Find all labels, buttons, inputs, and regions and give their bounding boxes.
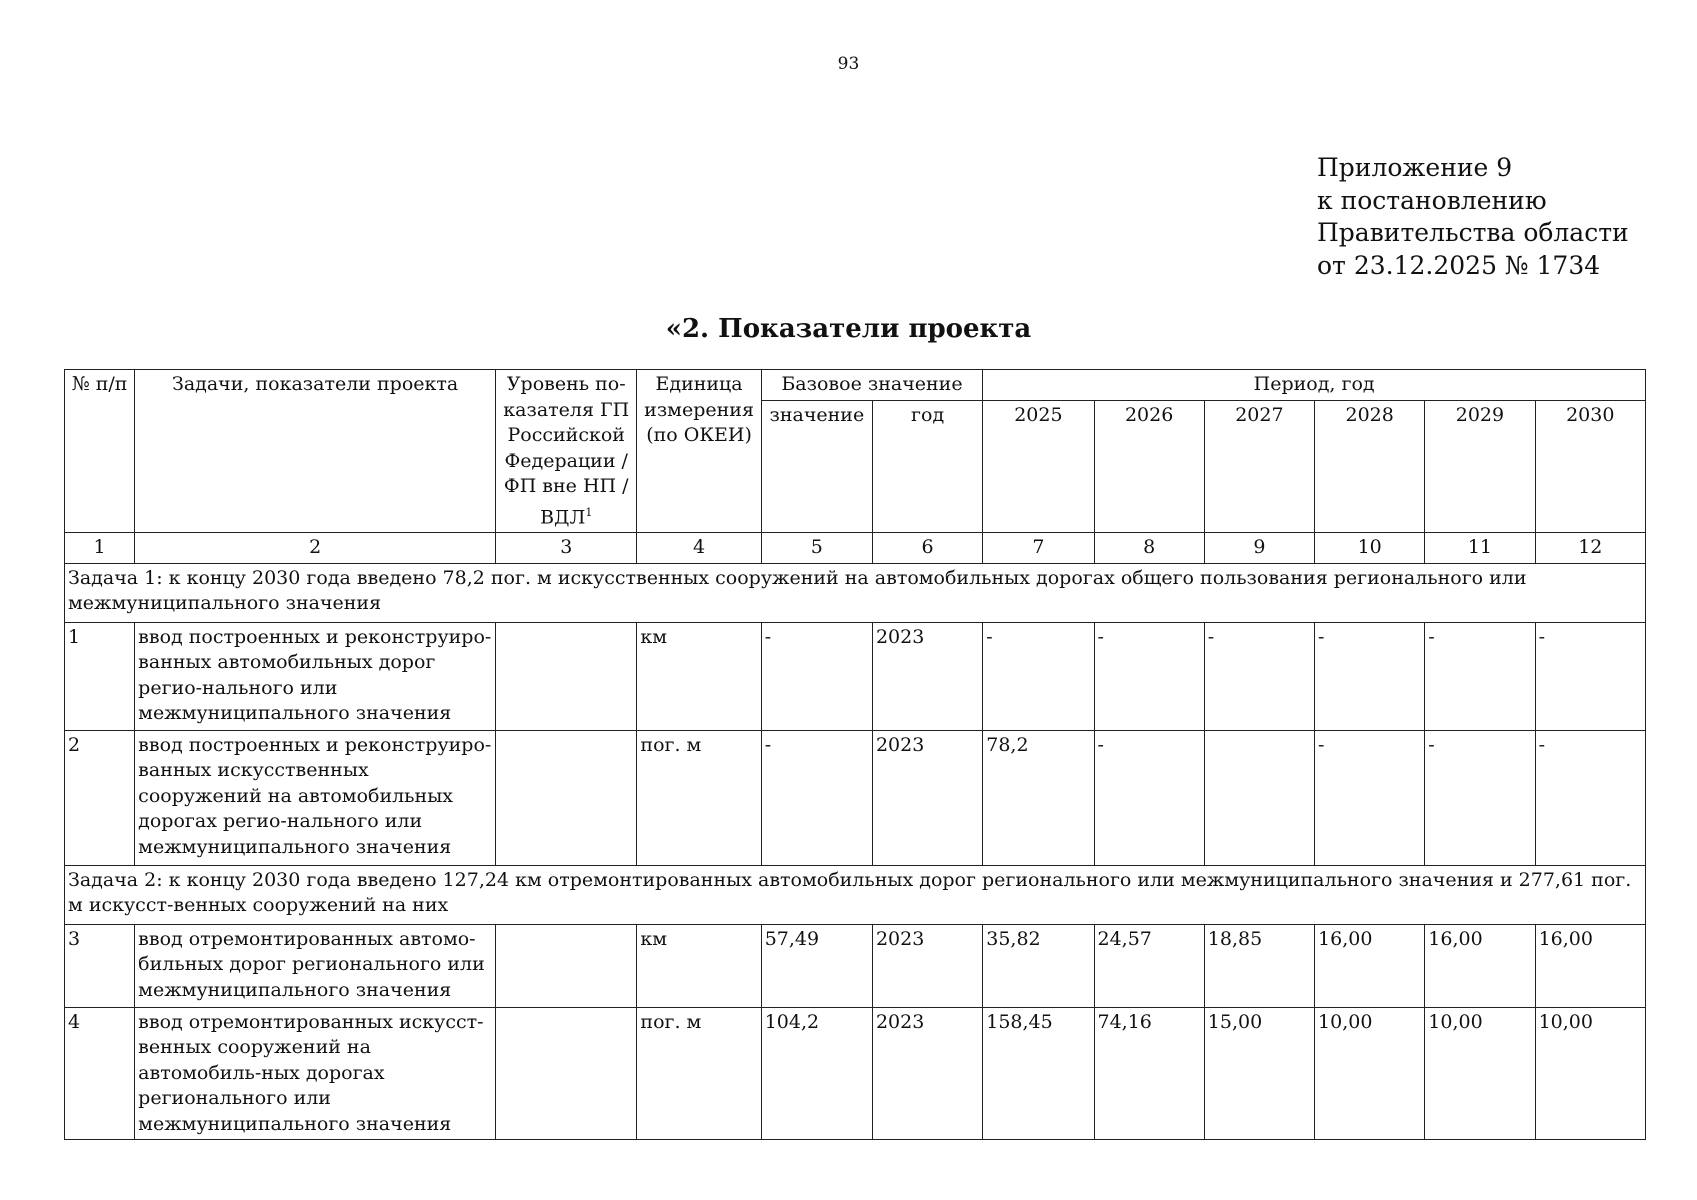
row-base-year: 2023 [872, 622, 982, 730]
header-num: № п/п [65, 370, 135, 533]
row-unit: пог. м [637, 1007, 761, 1140]
task-2-text: Задача 2: к концу 2030 года введено 127,24 км отремонтированных автомобильных дорог регионального или межмуниципального значения и 277,61 пог. м искусст-венных сооружений на них [65, 865, 1646, 924]
header-period: Период, год [983, 370, 1646, 401]
row-level [496, 1007, 637, 1140]
column-number: 10 [1315, 533, 1425, 564]
column-number: 4 [637, 533, 761, 564]
header-base-year: год [872, 400, 982, 533]
row-value-2029: 10,00 [1425, 1007, 1535, 1140]
row-num: 2 [65, 730, 135, 865]
row-level [496, 730, 637, 865]
row-value-2025: 35,82 [983, 924, 1094, 1007]
header-level-footnote: 1 [585, 505, 593, 519]
column-number: 8 [1094, 533, 1204, 564]
row-value-2030: 16,00 [1535, 924, 1645, 1007]
table-row [65, 1007, 1646, 1140]
task-1-text: Задача 1: к концу 2030 года введено 78,2 пог. м искусственных сооружений на автомобильных дорогах общего пользования регионального или межмуниципального значения [65, 563, 1646, 622]
header-year-2027: 2027 [1204, 400, 1314, 533]
appendix-line-3: Правительства области [1317, 218, 1629, 247]
section-title: «2. Показатели проекта [665, 314, 1032, 344]
header-year-2026: 2026 [1094, 400, 1204, 533]
row-num: 1 [65, 622, 135, 730]
column-number: 5 [761, 533, 872, 564]
row-value-2029: 16,00 [1425, 924, 1535, 1007]
task-2-row [65, 865, 1646, 924]
task-1-row [65, 563, 1646, 622]
header-base: Базовое значение [761, 370, 983, 401]
indicators-table [64, 369, 1646, 1140]
header-level-text: Уровень по-казателя ГП Российской Федерации / ФП вне НП / ВДЛ [503, 373, 630, 528]
row-value-2025: 78,2 [983, 730, 1094, 865]
column-number: 3 [496, 533, 637, 564]
header-year-2030: 2030 [1535, 400, 1645, 533]
appendix-line-1: Приложение 9 [1317, 153, 1513, 182]
column-number: 6 [872, 533, 982, 564]
header-base-value: значение [761, 400, 872, 533]
table-row [65, 622, 1646, 730]
row-unit: км [637, 924, 761, 1007]
row-indicator-name: ввод отремонтированных автомо-бильных дорог регионального или межмуниципального значения [135, 924, 496, 1007]
header-year-2028: 2028 [1315, 400, 1425, 533]
row-unit: пог. м [637, 730, 761, 865]
row-base-year: 2023 [872, 730, 982, 865]
row-value-2028: 16,00 [1315, 924, 1425, 1007]
row-base-value: 104,2 [761, 1007, 872, 1140]
row-base-year: 2023 [872, 1007, 982, 1140]
row-indicator-name: ввод построенных и реконструиро-ванных автомобильных дорог регио-нального или межмуниципального значения [135, 622, 496, 730]
column-number: 11 [1425, 533, 1535, 564]
row-indicator-name: ввод построенных и реконструиро-ванных искусственных сооружений на автомобильных дорогах регио-нального или межмуниципального значения [135, 730, 496, 865]
row-base-value: 57,49 [761, 924, 872, 1007]
row-num: 4 [65, 1007, 135, 1140]
row-level [496, 924, 637, 1007]
column-number: 7 [983, 533, 1094, 564]
row-value-2026: 74,16 [1094, 1007, 1204, 1140]
column-number: 12 [1535, 533, 1645, 564]
row-value-2027: - [1204, 622, 1314, 730]
page-number: 93 [837, 54, 860, 74]
row-level [496, 622, 637, 730]
table-row [65, 730, 1646, 865]
row-value-2027: 15,00 [1204, 1007, 1314, 1140]
header-year-2029: 2029 [1425, 400, 1535, 533]
row-value-2028: - [1315, 730, 1425, 865]
row-value-2030: - [1535, 730, 1645, 865]
row-value-2026: - [1094, 622, 1204, 730]
row-value-2026: - [1094, 730, 1204, 865]
row-value-2028: 10,00 [1315, 1007, 1425, 1140]
row-base-value: - [761, 730, 872, 865]
appendix-line-4: от 23.12.2025 № 1734 [1317, 250, 1601, 280]
header-level [496, 370, 637, 533]
row-value-2029: - [1425, 730, 1535, 865]
row-value-2027 [1204, 730, 1314, 865]
header-row-1 [65, 370, 1646, 401]
header-year-2025: 2025 [983, 400, 1094, 533]
row-value-2030: - [1535, 622, 1645, 730]
column-number: 1 [65, 533, 135, 564]
column-number: 2 [135, 533, 496, 564]
row-base-value: - [761, 622, 872, 730]
row-value-2025: - [983, 622, 1094, 730]
row-value-2026: 24,57 [1094, 924, 1204, 1007]
row-value-2027: 18,85 [1204, 924, 1314, 1007]
appendix-line-2: к постановлению [1317, 185, 1547, 215]
row-indicator-name: ввод отремонтированных искусст-венных сооружений на автомобиль-ных дорогах регионального или межмуниципального значения [135, 1007, 496, 1140]
column-number: 9 [1204, 533, 1314, 564]
header-unit: Единица измерения (по ОКЕИ) [637, 370, 761, 533]
appendix-header [1317, 152, 1629, 282]
row-value-2025: 158,45 [983, 1007, 1094, 1140]
row-value-2030: 10,00 [1535, 1007, 1645, 1140]
row-base-year: 2023 [872, 924, 982, 1007]
row-num: 3 [65, 924, 135, 1007]
header-tasks: Задачи, показатели проекта [135, 370, 496, 533]
row-unit: км [637, 622, 761, 730]
row-value-2029: - [1425, 622, 1535, 730]
column-number-row [65, 533, 1646, 564]
row-value-2028: - [1315, 622, 1425, 730]
table-row [65, 924, 1646, 1007]
